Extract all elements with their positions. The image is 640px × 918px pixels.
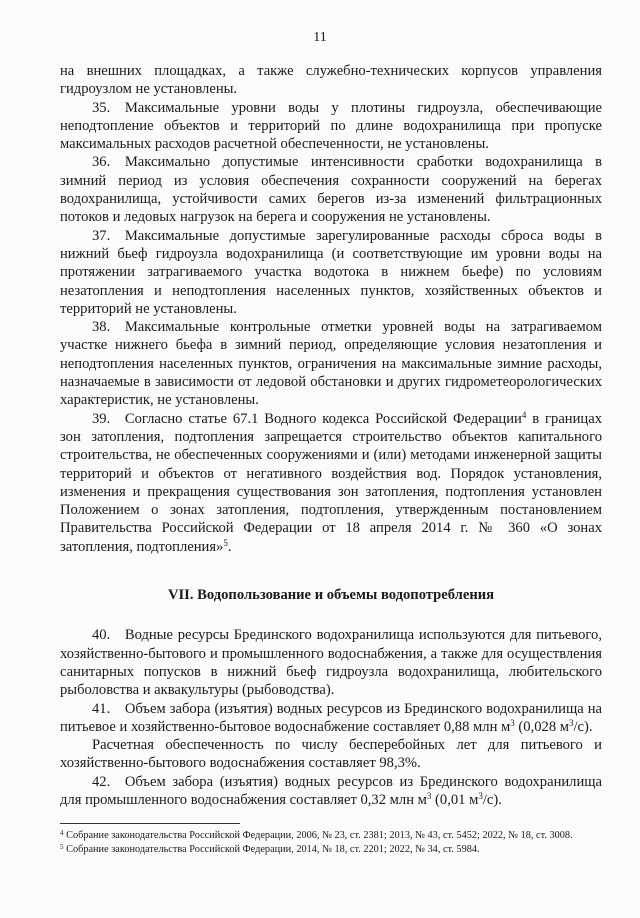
paragraph-42-text-c: /с). [482,791,502,808]
footnotes [60,829,605,857]
footnote-5 [60,843,605,857]
paragraph-39-text-b: в границах зон затопления, подтопления запрещается строительство объектов капитального строительства, не обеспеченных сооружениями и (или) методами инженерной защиты территорий и объектов от негативного воздействия вод. Порядок установления, изменения и прекращения существования зон затопления, подтопления установлен Положением о зонах затопления, подтопления, утвержденным постановлением Правительства Российской Федерации от 18 апреля 2014 г. № 360 «О зонах затопления, подтопления» [60,410,603,555]
paragraph-41-text-c: /с). [573,718,593,735]
paragraph-41 [60,700,602,737]
section-heading: VII. Водопользование и объемы водопотребления [167,587,495,604]
paragraph-35: 35. Максимальные уровни воды у плотины гидроузла, обеспечивающие неподтопление объектов и территорий по длине водохранилища при пропуске максимальных расходов расчетной обеспеченности, не установлены. [60,99,602,153]
footnote-4 [60,829,605,843]
footnote-ref-5: 5 [223,537,228,548]
superscript-3: 3 [569,717,574,728]
paragraph-38: 38. Максимальные контрольные отметки уровней воды на затрагиваемом участке нижнего бьефа в зимний период, определяющие условия незатопления и неподтопления населенных пунктов, ограничения на максимальные зимние расходы, назначаемые в зависимости от ледовой обстановки и других гидрометеорологических характеристик, не установлены. [60,319,602,409]
footnote-mark-5: 5 [60,843,64,851]
document-body [60,62,602,809]
paragraph-42-text-b: (0,01 м [431,791,479,808]
footnote-mark-4: 4 [60,829,64,837]
footnote-4-text: Собрание законодательства Российской Федерации, 2006, № 23, ст. 2381; 2013, № 43, ст. 5452; 2022, № 18, ст. 3008. [63,830,573,841]
superscript-3: 3 [426,790,432,801]
footnote-divider [60,823,240,824]
paragraph-34-continuation: на внешних площадках, а также служебно-технических корпусов управления гидроузлом не установлены. [60,63,602,98]
footnote-5-text: Собрание законодательства Российской Федерации, 2014, № 18, ст. 2201; 2022, № 34, ст. 5984. [63,844,480,855]
paragraph-40: 40. Водные ресурсы Брединского водохранилища используются для питьевого, хозяйственно-бытового и промышленного водоснабжения, а также для осуществления санитарных попусков в нижний бьеф гидроузла водохранилища, любительского рыболовства и аквакультуры (рыбоводства). [60,627,602,699]
paragraph-39 [60,410,602,556]
footnote-ref-4: 4 [521,409,527,420]
paragraph-42-text-a: 42. Объем забора (изъятия) водных ресурсов из Брединского водохранилища для промышленного водоснабжения составляет 0,32 млн м [60,773,602,808]
paragraph-39-text-c: . [227,538,232,555]
superscript-3: 3 [478,790,483,801]
paragraph-41-text-b: (0,028 м [514,718,569,735]
paragraph-42 [60,773,602,810]
superscript-3: 3 [510,717,515,728]
page-number: 11 [313,30,327,45]
paragraph-41-text-a: 41. Объем забора (изъятия) водных ресурсов из Брединского водохранилища на питьевое и хозяйственно-бытовое водоснабжение составляет 0,88 млн м [60,700,602,735]
paragraph-37: 37. Максимальные допустимые зарегулированные расходы сброса воды в нижний бьеф гидроузла водохранилища (и соответствующие им уровни воды на протяжении затрагиваемого участка водотока в нижнем бьефе) по условиям незатопления и неподтопления населенных пунктов, хозяйственных объектов и территорий не установлены. [60,227,602,317]
paragraph-36: 36. Максимально допустимые интенсивности сработки водохранилища в зимний период из условия обеспечения сохранности сооружений на берегах водохранилища, устойчивости самих берегов из-за изменений фильтрационных потоков и ледовых нагрузок на берега и сооружения не установлены. [60,154,602,226]
paragraph-41-reliability: Расчетная обеспеченность по числу бесперебойных лет для питьевого и хозяйственно-бытового водоснабжения составляет 98,3%. [60,737,602,772]
paragraph-39-text-a: 39. Согласно статье 67.1 Водного кодекса Российской Федерации [92,410,522,427]
